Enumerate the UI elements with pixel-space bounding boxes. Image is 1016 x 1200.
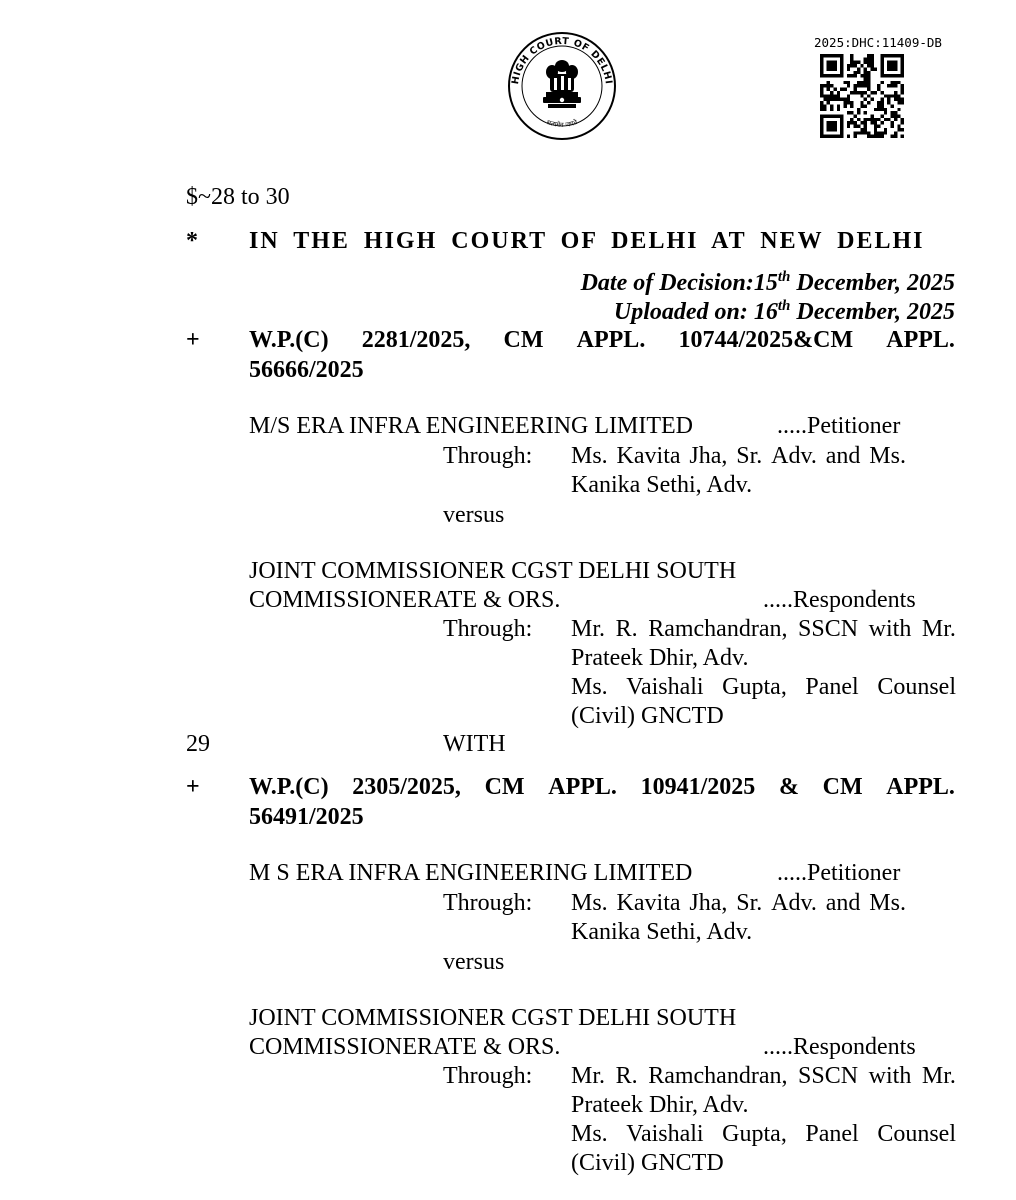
petitioner-through-label: Through: — [443, 890, 533, 916]
word: Mr. — [571, 616, 606, 642]
respondent-through-label: Through: — [443, 1063, 533, 1089]
word: Kavita — [616, 890, 681, 916]
word: 2281/2025, — [361, 327, 471, 353]
seal-text-top: HIGH COURT OF DELHI — [510, 35, 614, 86]
uploaded-date-prefix: Uploaded on: 16 — [613, 299, 778, 325]
svg-text:सत्यमेव जयते — [546, 118, 579, 129]
word: Counsel — [877, 674, 956, 700]
petitioner-role: .....Petitioner — [777, 860, 901, 886]
case-plus: + — [186, 327, 200, 353]
connector-number: 29 — [186, 731, 210, 757]
word: Ms. — [571, 443, 608, 469]
petitioner-counsel-line2: Kanika Sethi, Adv. — [571, 919, 753, 945]
decision-date-sup: th — [777, 269, 791, 285]
word: Ms. — [869, 890, 906, 916]
word: Jha, — [689, 890, 728, 916]
respondent-name-line2: COMMISSIONERATE & ORS. — [249, 1034, 561, 1060]
word: 10941/2025 — [640, 774, 756, 800]
listing-number: $~28 to 30 — [186, 184, 290, 210]
word: APPL. — [548, 774, 617, 800]
respondent-counsel-line3 — [571, 1122, 956, 1146]
word: Sr. — [736, 443, 763, 469]
word: Kavita — [616, 443, 681, 469]
petitioner-name: M/S ERA INFRA ENGINEERING LIMITED — [249, 413, 693, 439]
neutral-citation: 2025:DHC:11409-DB — [814, 35, 942, 50]
connector-with: WITH — [443, 731, 506, 757]
respondent-counsel-line3 — [571, 675, 956, 699]
petitioner-counsel-line1 — [571, 444, 906, 468]
word: Ms. — [571, 674, 608, 700]
word: Panel — [805, 674, 859, 700]
word: Adv. — [771, 443, 817, 469]
respondent-role: .....Respondents — [763, 587, 916, 613]
word: Panel — [805, 1121, 859, 1147]
respondent-name-line1: JOINT COMMISSIONER CGST DELHI SOUTH — [249, 1005, 737, 1031]
decision-date-prefix: Date of Decision:15 — [580, 270, 778, 296]
case-title-line1 — [249, 775, 955, 799]
word: Vaishali — [626, 674, 704, 700]
word: with — [868, 616, 912, 642]
petitioner-counsel-line1 — [571, 891, 906, 915]
word: 2305/2025, — [352, 774, 461, 800]
word: & — [778, 774, 799, 800]
case-plus: + — [186, 774, 200, 800]
respondent-counsel-line1 — [571, 1064, 956, 1088]
word: Mr. — [921, 1063, 956, 1089]
respondent-counsel-line2: Prateek Dhir, Adv. — [571, 1092, 749, 1118]
word: Adv. — [771, 890, 817, 916]
respondent-counsel-line2: Prateek Dhir, Adv. — [571, 645, 749, 671]
uploaded-date-sup: th — [777, 298, 791, 314]
word: APPL. — [886, 774, 955, 800]
respondent-through-label: Through: — [443, 616, 533, 642]
court-title: IN THE HIGH COURT OF DELHI AT NEW DELHI — [249, 228, 925, 254]
petitioner-through-label: Through: — [443, 443, 533, 469]
word: Mr. — [571, 1063, 606, 1089]
word: SSCN — [798, 1063, 859, 1089]
word: Sr. — [736, 890, 763, 916]
word: CM — [503, 327, 544, 353]
respondent-name-line2: COMMISSIONERATE & ORS. — [249, 587, 561, 613]
word: SSCN — [798, 616, 859, 642]
word: Ramchandran, — [648, 616, 788, 642]
word: APPL. — [576, 327, 646, 353]
versus-label: versus — [443, 502, 505, 528]
word: W.P.(C) — [249, 327, 329, 353]
word: Vaishali — [626, 1121, 704, 1147]
seal-text-bottom: सत्यमेव जयते — [545, 118, 579, 129]
word: Gupta, — [722, 674, 787, 700]
case-title-line2: 56491/2025 — [249, 804, 364, 830]
case-title-line1 — [249, 328, 955, 352]
respondent-name-line1: JOINT COMMISSIONER CGST DELHI SOUTH — [249, 558, 737, 584]
respondent-role: .....Respondents — [763, 1034, 916, 1060]
petitioner-role: .....Petitioner — [777, 413, 901, 439]
word: 10744/2025&CM — [678, 327, 854, 353]
word: and — [825, 890, 861, 916]
word: Gupta, — [722, 1121, 787, 1147]
word: R. — [615, 616, 638, 642]
court-seal-logo — [506, 30, 618, 142]
respondent-counsel-line4: (Civil) GNCTD — [571, 703, 724, 729]
word: with — [868, 1063, 912, 1089]
decision-date-suffix: December, 2025 — [790, 270, 955, 296]
respondent-counsel-line1 — [571, 617, 956, 641]
word: CM — [484, 774, 525, 800]
word: Ms. — [571, 890, 608, 916]
qr-code-icon — [820, 54, 904, 138]
word: Ms. — [571, 1121, 608, 1147]
word: APPL. — [886, 327, 955, 353]
word: R. — [615, 1063, 638, 1089]
word: CM — [822, 774, 863, 800]
court-star: * — [186, 228, 198, 254]
case-title-line2: 56666/2025 — [249, 357, 364, 383]
word: Jha, — [689, 443, 728, 469]
word: Ramchandran, — [648, 1063, 788, 1089]
word: Ms. — [869, 443, 906, 469]
uploaded-date-suffix: December, 2025 — [790, 299, 955, 325]
respondent-counsel-line4: (Civil) GNCTD — [571, 1150, 724, 1176]
word: and — [825, 443, 861, 469]
word: W.P.(C) — [249, 774, 329, 800]
date-of-decision — [581, 271, 955, 295]
word: Counsel — [877, 1121, 956, 1147]
word: Mr. — [921, 616, 956, 642]
petitioner-counsel-line2: Kanika Sethi, Adv. — [571, 472, 753, 498]
versus-label: versus — [443, 949, 505, 975]
uploaded-on-date — [614, 300, 955, 324]
petitioner-name: M S ERA INFRA ENGINEERING LIMITED — [249, 860, 693, 886]
